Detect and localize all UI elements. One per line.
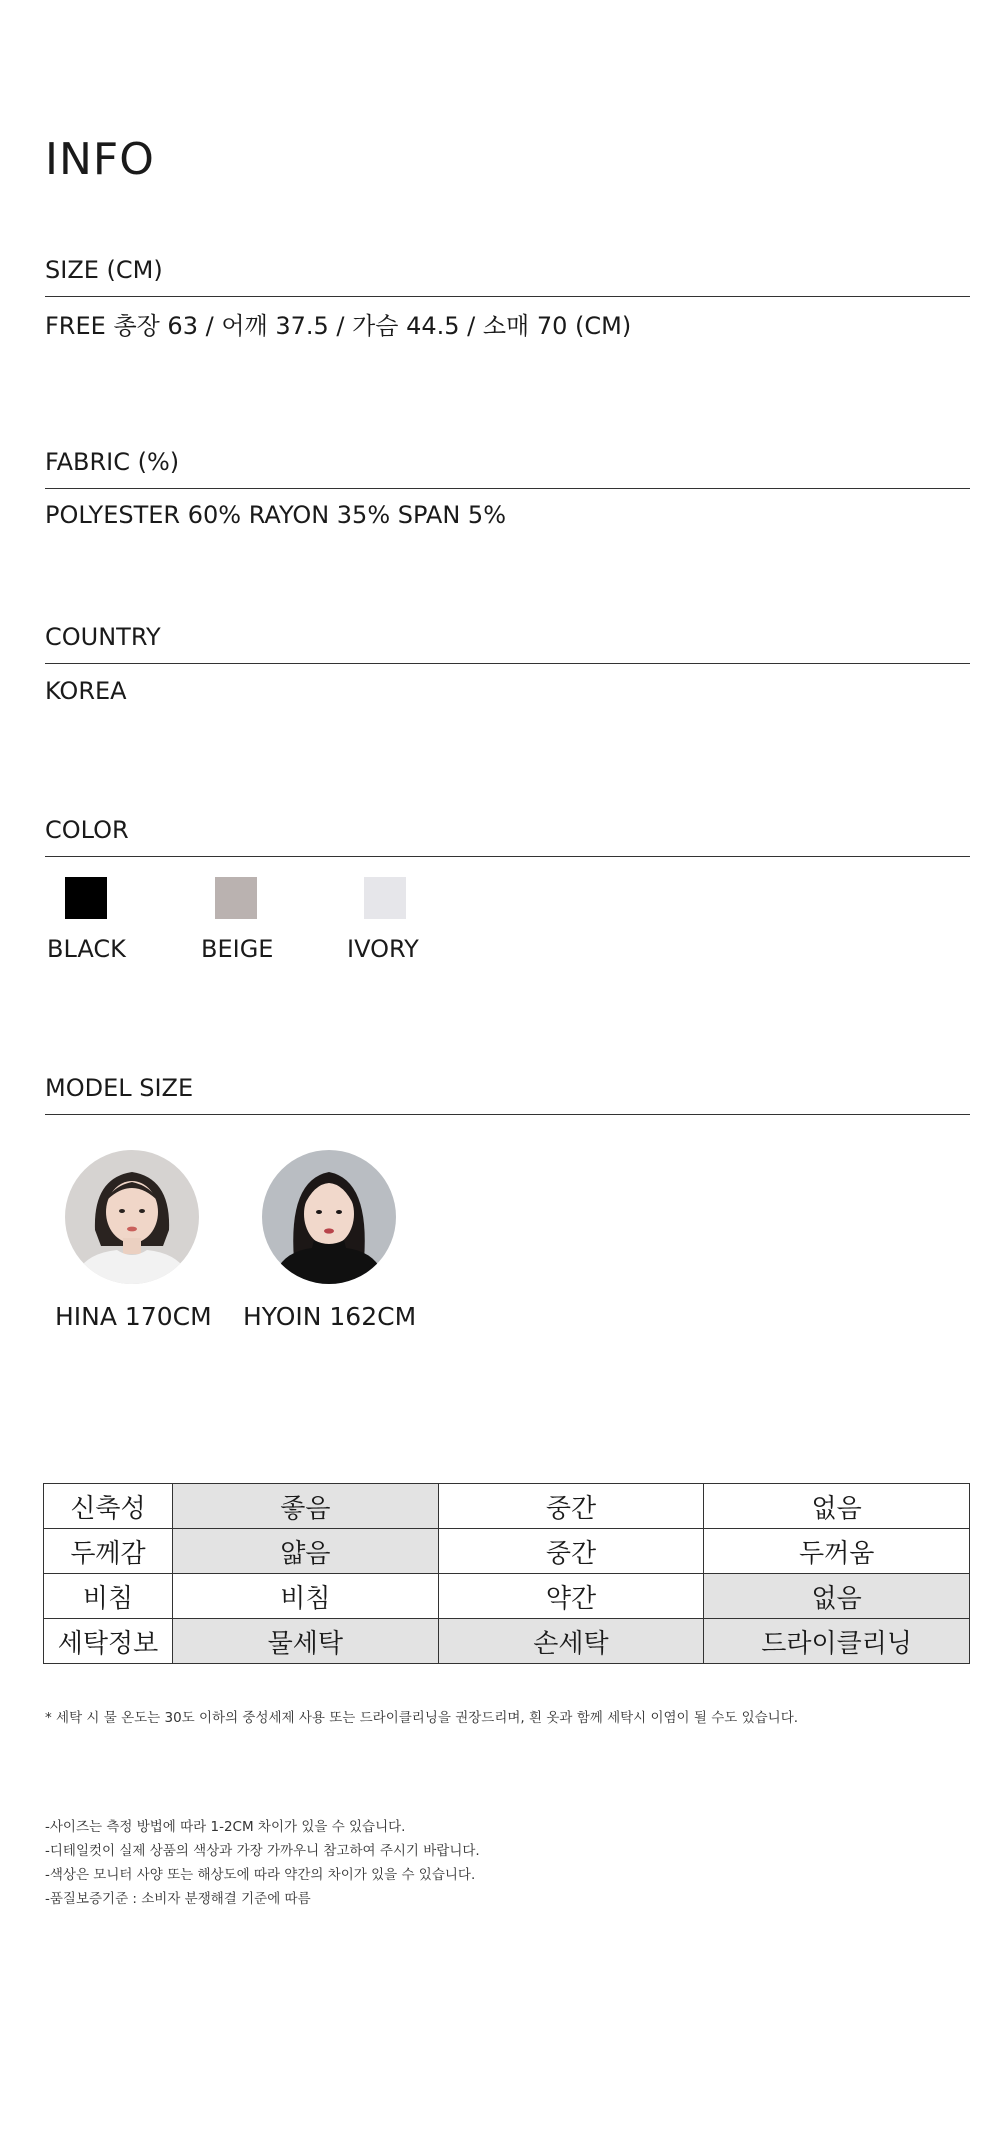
- model-avatar-hyoin: [262, 1150, 396, 1284]
- color-swatch-ivory: [364, 877, 406, 919]
- table-cell: 드라이클리닝: [704, 1619, 970, 1664]
- table-cell: 손세탁: [438, 1619, 704, 1664]
- table-cell: 물세탁: [173, 1619, 439, 1664]
- model-size-label: MODEL SIZE: [45, 1074, 194, 1102]
- fabric-value: POLYESTER 60% RAYON 35% SPAN 5%: [45, 501, 507, 529]
- row-header: 비침: [44, 1574, 173, 1619]
- table-cell: 좋음: [173, 1484, 439, 1529]
- table-cell: 두꺼움: [704, 1529, 970, 1574]
- note-line: -사이즈는 측정 방법에 따라 1-2CM 차이가 있을 수 있습니다.: [45, 1819, 406, 1835]
- table-cell: 없음: [704, 1484, 970, 1529]
- table-row: [44, 1574, 970, 1619]
- size-label: SIZE (CM): [45, 256, 163, 284]
- table-cell: 없음: [704, 1574, 970, 1619]
- color-name-black: BLACK: [47, 935, 126, 963]
- table-cell: 중간: [438, 1529, 704, 1574]
- fabric-divider: [45, 488, 970, 489]
- color-swatch-black: [65, 877, 107, 919]
- table-cell: 비침: [173, 1574, 439, 1619]
- country-label: COUNTRY: [45, 623, 161, 651]
- wash-note: * 세탁 시 물 온도는 30도 이하의 중성세제 사용 또는 드라이클리닝을 권장드리며, 흰 옷과 함께 세탁시 이염이 될 수도 있습니다.: [45, 1710, 799, 1726]
- size-divider: [45, 296, 970, 297]
- color-divider: [45, 856, 970, 857]
- size-value: FREE 총장 63 / 어깨 37.5 / 가슴 44.5 / 소매 70 (CM): [45, 312, 632, 340]
- model-size-divider: [45, 1114, 970, 1115]
- table-row: [44, 1529, 970, 1574]
- note-line: -품질보증기준 : 소비자 분쟁해결 기준에 따름: [45, 1891, 311, 1907]
- note-line: -색상은 모니터 사양 또는 해상도에 따라 약간의 차이가 있을 수 있습니다.: [45, 1867, 476, 1883]
- row-header: 신축성: [44, 1484, 173, 1529]
- color-name-beige: BEIGE: [201, 935, 274, 963]
- color-label: COLOR: [45, 816, 129, 844]
- color-swatch-beige: [215, 877, 257, 919]
- fabric-label: FABRIC (%): [45, 448, 180, 476]
- table-row: [44, 1619, 970, 1664]
- page-title: INFO: [45, 134, 155, 185]
- note-line: -디테일컷이 실제 상품의 색상과 가장 가까우니 참고하여 주시기 바랍니다.: [45, 1843, 480, 1859]
- row-header: 두께감: [44, 1529, 173, 1574]
- table-row: [44, 1484, 970, 1529]
- table-cell: 약간: [438, 1574, 704, 1619]
- color-name-ivory: IVORY: [347, 935, 419, 963]
- model-name-hyoin: HYOIN 162CM: [243, 1302, 417, 1331]
- table-cell: 중간: [438, 1484, 704, 1529]
- country-value: KOREA: [45, 677, 127, 705]
- table-cell: 얇음: [173, 1529, 439, 1574]
- model-avatar-hina: [65, 1150, 199, 1284]
- country-divider: [45, 663, 970, 664]
- row-header: 세탁정보: [44, 1619, 173, 1664]
- fabric-properties-table: [43, 1483, 970, 1664]
- model-name-hina: HINA 170CM: [55, 1302, 212, 1331]
